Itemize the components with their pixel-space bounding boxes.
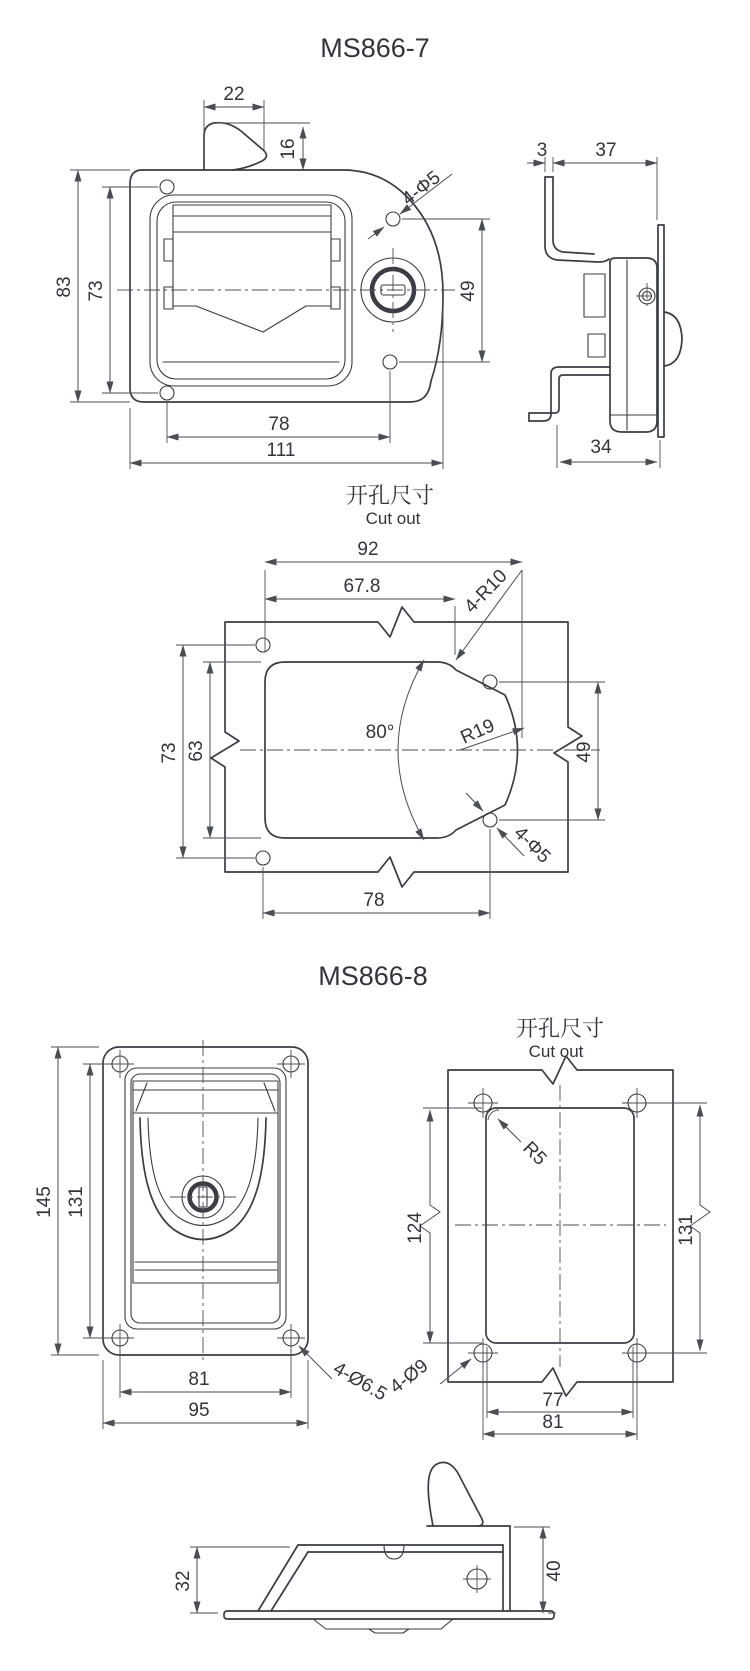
mount-hole-with-crosshair [106,1050,305,1352]
dim-tab-width: 22 [223,84,245,105]
hole-crosshair [468,1088,498,1118]
cutout-title-en: Cut out [528,1042,584,1061]
mount-hole [160,386,174,400]
dim-depth-front: 37 [595,140,617,161]
mount-hole [386,212,400,226]
mount-hole [160,180,174,194]
body-outline [610,258,657,432]
label-holes: 4-Φ5 [509,822,555,868]
base-plate [224,1611,554,1619]
dim-hole-spacing-v: 131 [676,1214,697,1246]
paddle-outline [173,205,331,332]
latch-tab-outline [204,123,267,170]
dim-hole-spacing-h: 81 [542,1412,564,1433]
extension-line [423,1108,482,1343]
dim-total-height: 40 [544,1560,565,1582]
mounting-plate-edge [658,225,664,437]
dim-opening-height: 124 [405,1212,426,1244]
dim-hole-spacing-h: 78 [268,414,290,435]
dim-hole-spacing-h: 81 [188,1369,210,1390]
leader-line [466,793,483,811]
dim-hole-spacing-h: 78 [363,890,385,911]
cutout-title-en: Cut out [365,509,421,528]
dim-plate-width: 111 [266,440,296,461]
spring-clip [331,239,340,261]
mount-hole [383,355,397,369]
ms866-8-cutout-view [386,1016,710,1440]
leader-line [368,227,384,239]
screw-crosshair [463,1565,491,1593]
band-corner-ticks [136,1083,275,1111]
dim-depth-rear: 34 [590,437,612,458]
page-title-ms866-7: MS866-7 [320,33,430,63]
hole-crosshair [277,1050,305,1078]
bracket-inner-line [553,177,594,254]
dim-plate-width: 95 [188,1400,210,1421]
mount-hole [483,813,497,827]
band-lines [133,1090,278,1113]
label-nose-radius: R19 [457,715,498,749]
dim-cutout-width-flat: 67.8 [343,576,381,597]
dim-tab-height: 16 [278,138,299,160]
mount-hole [256,851,270,865]
extension-line [204,100,264,160]
dim-panel-thickness: 3 [536,140,548,161]
foot-inner-line [529,375,610,413]
ms866-7-front-view [54,84,490,469]
bracket-outline [545,177,609,262]
cutout-title-cn: 开孔尺寸 [345,483,435,508]
label-mount-holes: 4-Φ5 [398,167,445,210]
label-holes: 4-Ø6.5 [329,1358,391,1406]
recess-lip [131,1074,280,1323]
recess-lip [157,202,345,379]
spring-clip [164,239,173,261]
dim-key-hole-spacing: 49 [458,280,479,302]
label-corner-radius: R5 [518,1137,551,1170]
body-left-slants [258,1545,308,1611]
leader-line [299,1346,332,1379]
label-holes: 4-Ø9 [386,1355,433,1398]
hole-crosshair [622,1088,652,1118]
leader-line [498,1119,521,1142]
side-clip [584,274,605,317]
pan-below-base [313,1619,453,1629]
page-title-ms866-8: MS866-8 [318,961,428,991]
side-clip [588,334,605,357]
dim-angle: 80° [365,722,395,743]
ms866-7-cutout-view [159,483,605,919]
dim-plate-height: 83 [54,276,75,298]
body-top-edges [298,1545,503,1552]
hole-crosshair [106,1050,134,1078]
bottom-band-lines [135,1262,277,1270]
recess-outer [125,1068,286,1329]
dim-hole-spacing-v: 73 [159,742,180,764]
body-right-edges [503,1526,510,1611]
extension-line [545,157,657,220]
corner-radius-mark [488,1110,499,1120]
dim-cutout-width: 92 [357,539,379,560]
hook-lever [428,1462,483,1526]
mount-hole [256,638,270,652]
pawl-bump [664,312,682,366]
leader-line [440,1359,471,1384]
recess-outer [150,195,352,386]
dim-hole-spacing-v: 131 [66,1186,87,1218]
dim-plate-height: 145 [34,1186,55,1218]
pawl-tip [369,1629,409,1633]
dim-opening-width: 77 [542,1390,564,1411]
ms866-8-side-view [173,1462,565,1633]
panel-outline-with-breaks [448,1056,673,1396]
ms866-8-front-view [34,1040,390,1429]
label-corner-radius: 4-R10 [460,565,512,618]
cutout-title-cn: 开孔尺寸 [515,1016,605,1041]
dim-right-hole-spacing: 49 [574,741,595,763]
hole-crosshair [106,1324,134,1352]
ms866-7-side-view [527,140,682,468]
dim-body-height: 32 [173,1570,194,1592]
plate-outline [103,1047,308,1355]
dim-hole-spacing-v: 73 [86,280,107,302]
dim-opening-height: 63 [186,740,207,762]
